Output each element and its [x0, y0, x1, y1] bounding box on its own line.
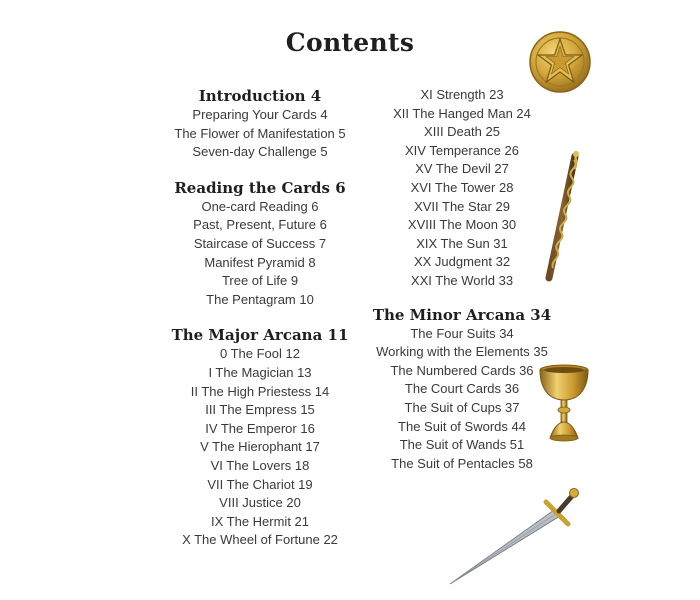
chalice-icon: [538, 364, 590, 442]
toc-entry[interactable]: The Suit of Swords 44: [398, 418, 526, 434]
toc-entry[interactable]: V The Hierophant 17: [200, 439, 320, 455]
toc-entry[interactable]: The Court Cards 36: [404, 381, 520, 397]
toc-entry[interactable]: The Four Suits 34: [410, 325, 514, 341]
toc-entry[interactable]: XVI The Tower 28: [410, 179, 514, 195]
toc-entry[interactable]: XV The Devil 27: [415, 161, 509, 177]
toc-entry[interactable]: Tree of Life 9: [221, 273, 299, 289]
toc-entry[interactable]: X The Wheel of Fortune 22: [182, 532, 338, 548]
toc-entry[interactable]: Seven-day Challenge 5: [192, 144, 328, 160]
toc-entry[interactable]: The Numbered Cards 36: [390, 362, 534, 378]
toc-entry[interactable]: The Flower of Manifestation 5: [174, 125, 346, 141]
toc-entry[interactable]: IX The Hermit 21: [210, 513, 310, 529]
section-heading-major-arcana[interactable]: The Major Arcana 11: [171, 326, 349, 345]
toc-entry[interactable]: XIX The Sun 31: [416, 235, 508, 251]
toc-right-column: [362, 86, 562, 473]
toc-entry[interactable]: Manifest Pyramid 8: [204, 254, 316, 270]
toc-entry[interactable]: XXI The World 33: [410, 272, 514, 288]
toc-entry[interactable]: The Suit of Pentacles 58: [391, 455, 533, 471]
toc-entry[interactable]: Preparing Your Cards 4: [192, 107, 328, 122]
toc-entry[interactable]: VII The Chariot 19: [207, 476, 313, 492]
toc-entry[interactable]: The Suit of Wands 51: [399, 437, 525, 453]
section-heading-introduction[interactable]: Introduction 4: [198, 87, 322, 105]
page-title: Contents: [285, 28, 415, 57]
toc-entry[interactable]: XI Strength 23: [420, 87, 504, 102]
toc-entry[interactable]: Staircase of Success 7: [193, 235, 327, 251]
toc-entry[interactable]: Working with the Elements 35: [376, 344, 548, 360]
toc-entry[interactable]: III The Empress 15: [205, 402, 315, 418]
toc-entry[interactable]: VI The Lovers 18: [210, 457, 310, 473]
toc-entry[interactable]: XVIII The Moon 30: [407, 217, 517, 233]
toc-entry[interactable]: XII The Hanged Man 24: [393, 105, 531, 121]
toc-entry[interactable]: I The Magician 13: [208, 364, 312, 380]
pentacle-coin-icon: [528, 30, 592, 94]
toc-entry[interactable]: II The High Priestess 14: [190, 383, 330, 399]
toc-entry[interactable]: 0 The Fool 12: [220, 346, 300, 362]
toc-entry[interactable]: The Suit of Cups 37: [404, 399, 520, 415]
toc-entry[interactable]: VIII Justice 20: [219, 495, 301, 511]
toc-entry[interactable]: One-card Reading 6: [201, 198, 319, 214]
toc-entry[interactable]: XVII The Star 29: [414, 198, 510, 214]
wand-icon: [538, 148, 586, 284]
toc-entry[interactable]: IV The Emperor 16: [205, 420, 315, 436]
toc-entry[interactable]: XX Judgment 32: [413, 254, 511, 270]
section-heading-reading-the-cards[interactable]: Reading the Cards 6: [174, 178, 346, 197]
toc-entry[interactable]: XIII Death 25: [424, 124, 500, 140]
toc-left-column: [150, 86, 370, 550]
toc-entry[interactable]: Past, Present, Future 6: [193, 217, 327, 233]
toc-entry[interactable]: The Pentagram 10: [206, 291, 314, 307]
toc-entry[interactable]: XIV Temperance 26: [405, 142, 519, 158]
section-heading-minor-arcana[interactable]: The Minor Arcana 34: [372, 305, 552, 324]
sword-icon: [446, 484, 582, 588]
